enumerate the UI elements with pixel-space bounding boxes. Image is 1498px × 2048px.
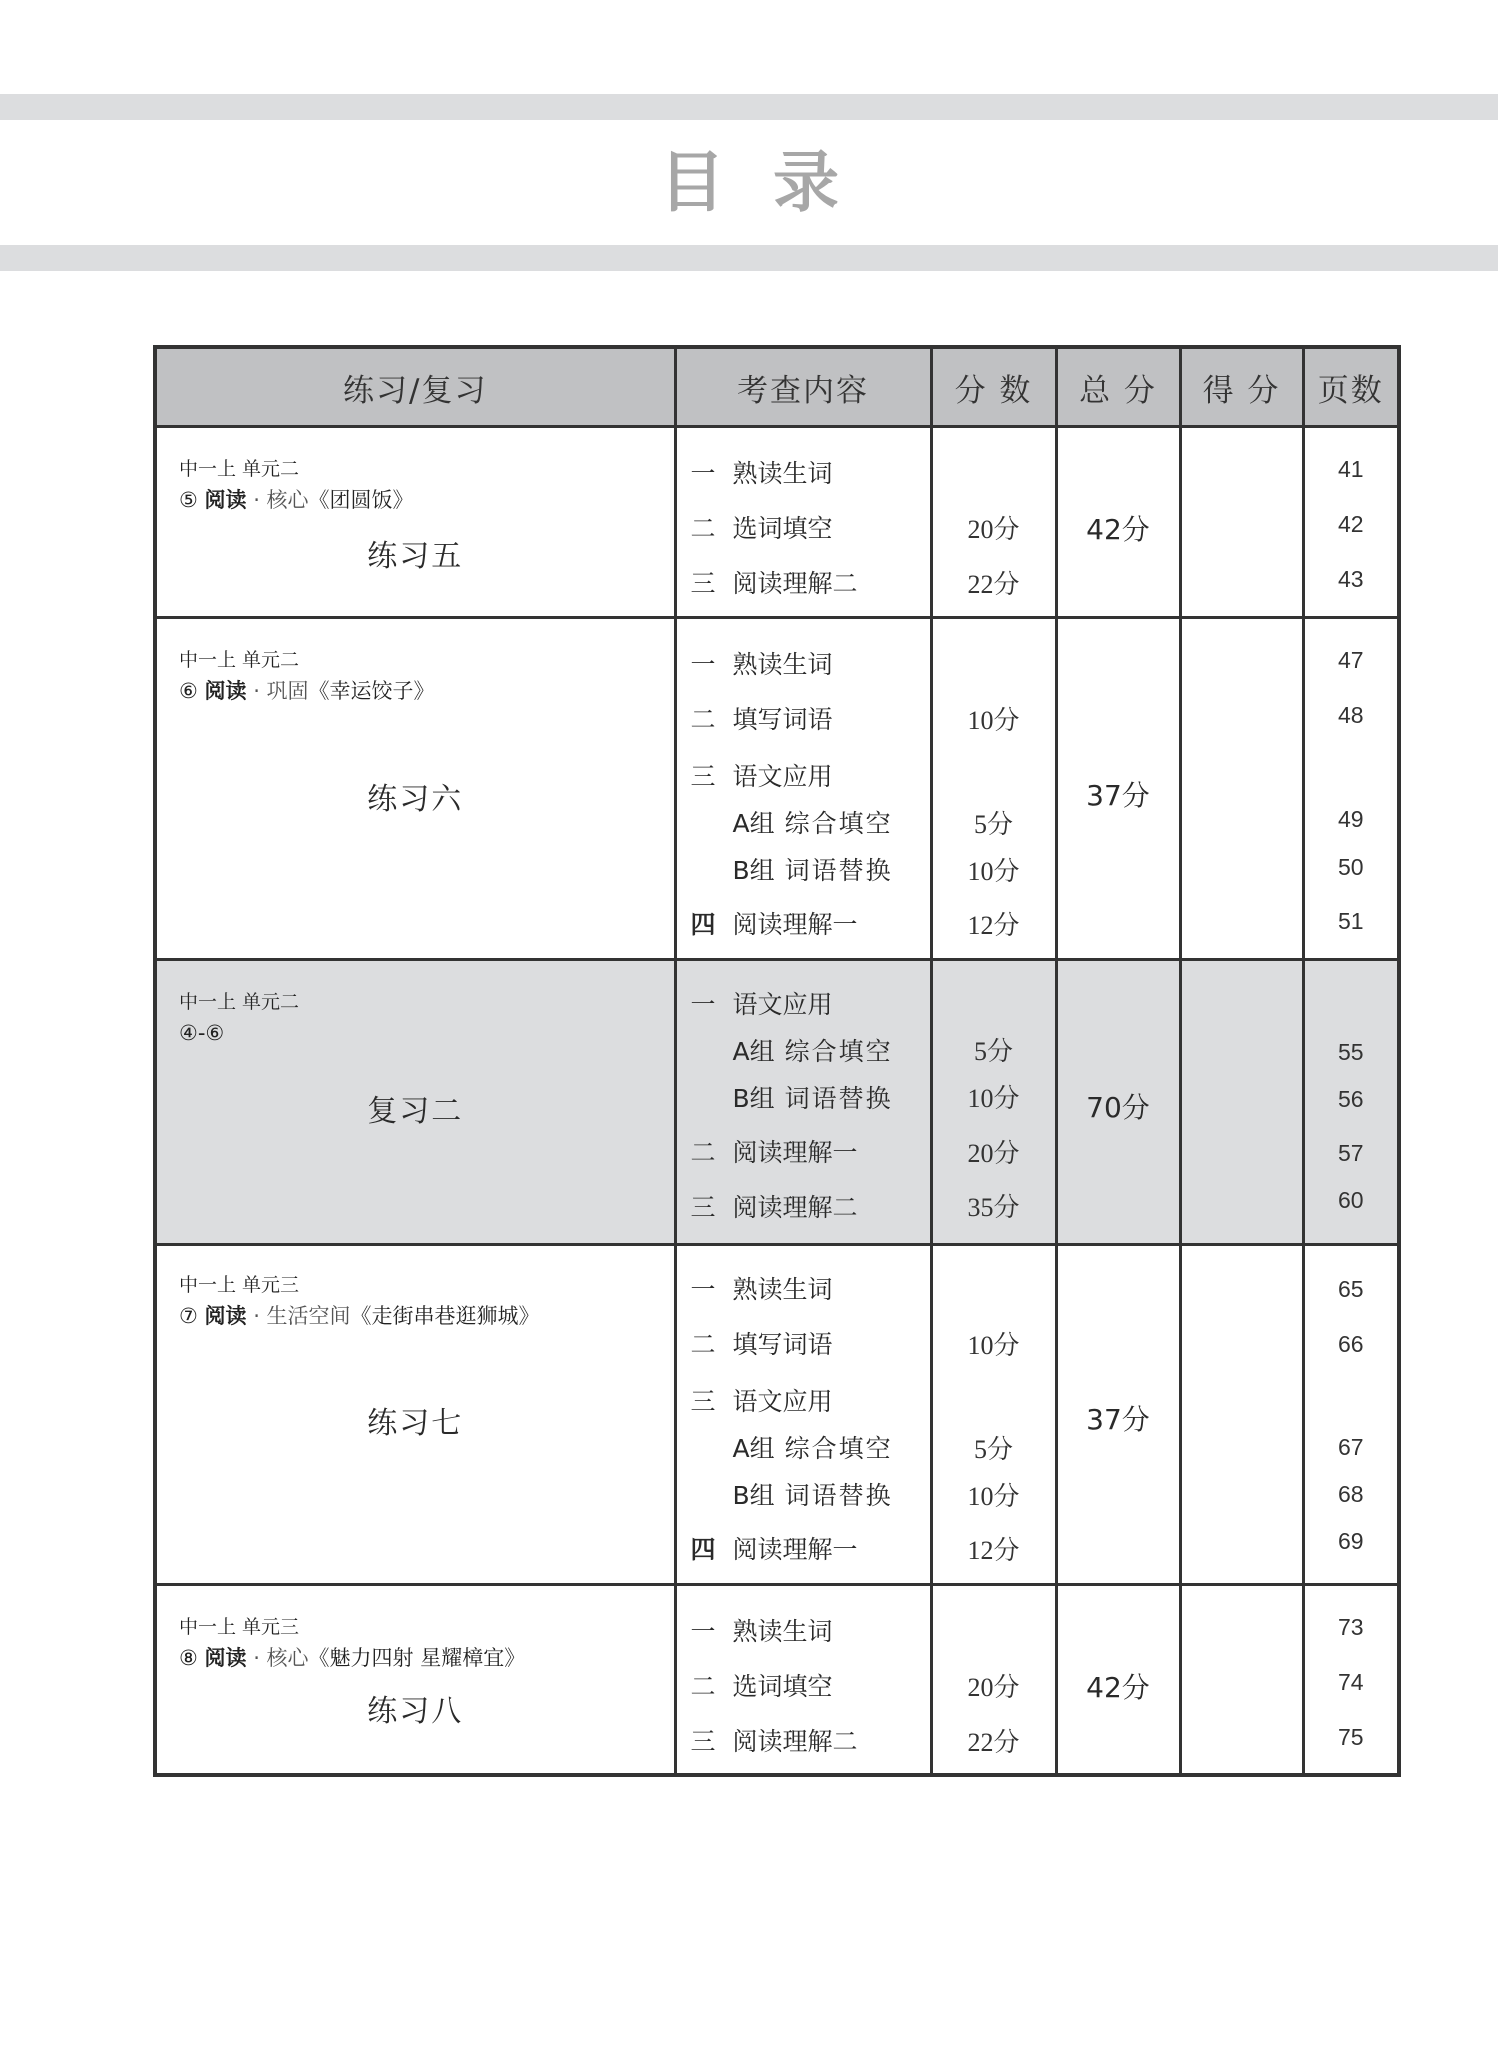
lesson-range: ④-⑥ bbox=[179, 1021, 225, 1045]
unit-label: 中一上 单元二 bbox=[179, 458, 300, 480]
page-number: 75 bbox=[1337, 1724, 1364, 1750]
score-value: 5分 bbox=[973, 1037, 1013, 1066]
header-exercise: 练习/复习 bbox=[155, 347, 675, 427]
item-number: 一 bbox=[690, 459, 716, 488]
score-cell bbox=[931, 1585, 1056, 1775]
group-label: B组 bbox=[732, 1084, 775, 1113]
earned-cell[interactable] bbox=[1180, 427, 1303, 618]
page-number: 60 bbox=[1337, 1187, 1364, 1213]
score-value: 22分 bbox=[967, 1728, 1020, 1757]
content-cell bbox=[675, 618, 931, 960]
content-item bbox=[691, 905, 858, 941]
page-number: 51 bbox=[1337, 908, 1364, 934]
score-value: 10分 bbox=[967, 1331, 1020, 1360]
page-cell bbox=[1303, 618, 1399, 960]
score-cell bbox=[931, 960, 1056, 1245]
lesson-label bbox=[179, 484, 414, 514]
lesson-text-title: 《魅力四射 星耀樟宜》 bbox=[308, 1646, 526, 1670]
page-cell bbox=[1303, 1245, 1399, 1585]
content-cell bbox=[675, 1245, 931, 1585]
exercise-cell bbox=[155, 427, 675, 618]
score-value: 5分 bbox=[973, 810, 1013, 839]
score-value: 12分 bbox=[967, 1536, 1020, 1565]
exercise-cell bbox=[155, 960, 675, 1245]
item-number: 三 bbox=[690, 1387, 716, 1416]
exercise-cell bbox=[155, 1245, 675, 1585]
item-label: 熟读生词 bbox=[732, 650, 833, 679]
page-number: 55 bbox=[1337, 1039, 1364, 1065]
page-number: 43 bbox=[1337, 566, 1364, 592]
item-label: 阅读理解一 bbox=[732, 1535, 858, 1564]
separator: · bbox=[246, 1646, 267, 1670]
table-row bbox=[155, 618, 1399, 960]
lesson-kind: 阅读 bbox=[204, 679, 247, 703]
table-row bbox=[155, 1585, 1399, 1775]
page-number: 68 bbox=[1337, 1481, 1364, 1507]
item-label: 词语替换 bbox=[784, 1481, 893, 1510]
item-number: 二 bbox=[690, 1138, 716, 1167]
item-label: 词语替换 bbox=[784, 1084, 893, 1113]
exercise-name: 练习五 bbox=[367, 539, 464, 574]
item-label: 选词填空 bbox=[732, 514, 833, 543]
content-item bbox=[691, 564, 858, 600]
lesson-category: 巩固 bbox=[266, 679, 309, 703]
lesson-label bbox=[179, 675, 435, 705]
earned-cell[interactable] bbox=[1180, 960, 1303, 1245]
total-cell bbox=[1056, 1245, 1180, 1585]
item-label: 熟读生词 bbox=[732, 1275, 833, 1304]
item-label: 语文应用 bbox=[732, 990, 833, 1019]
page-number: 50 bbox=[1337, 854, 1364, 880]
content-item bbox=[691, 509, 833, 545]
item-label: 词语替换 bbox=[784, 856, 893, 885]
lesson-index: ⑤ bbox=[179, 488, 198, 512]
item-label: 综合填空 bbox=[784, 809, 893, 838]
score-value: 12分 bbox=[967, 911, 1020, 940]
content-subitem bbox=[733, 1079, 893, 1115]
page-number: 41 bbox=[1337, 456, 1364, 482]
lesson-text-title: 《幸运饺子》 bbox=[308, 679, 435, 703]
page-number: 74 bbox=[1337, 1669, 1364, 1695]
item-label: 语文应用 bbox=[732, 762, 833, 791]
table-row bbox=[155, 960, 1399, 1245]
item-number: 三 bbox=[690, 569, 716, 598]
page-number: 47 bbox=[1337, 647, 1364, 673]
earned-cell[interactable] bbox=[1180, 1245, 1303, 1585]
item-label: 填写词语 bbox=[732, 1330, 833, 1359]
page-number: 67 bbox=[1337, 1434, 1364, 1460]
item-label: 阅读理解二 bbox=[732, 1193, 858, 1222]
lesson-kind: 阅读 bbox=[204, 488, 247, 512]
exercise-cell bbox=[155, 1585, 675, 1775]
header-earned: 得 分 bbox=[1180, 347, 1303, 427]
header-band-top bbox=[0, 94, 1498, 120]
separator: · bbox=[246, 488, 267, 512]
item-number: 一 bbox=[690, 1617, 716, 1646]
toc-table bbox=[153, 345, 1401, 1777]
item-number: 四 bbox=[690, 910, 716, 939]
header-total: 总 分 bbox=[1056, 347, 1180, 427]
score-cell bbox=[931, 1245, 1056, 1585]
content-subitem bbox=[733, 1032, 893, 1068]
total-value: 42分 bbox=[1086, 1671, 1150, 1704]
separator: · bbox=[246, 679, 267, 703]
item-number: 三 bbox=[690, 762, 716, 791]
lesson-category: 核心 bbox=[266, 488, 309, 512]
page-number: 48 bbox=[1337, 702, 1364, 728]
score-value: 20分 bbox=[967, 1139, 1020, 1168]
score-value: 10分 bbox=[967, 1084, 1020, 1113]
score-value: 22分 bbox=[967, 570, 1020, 599]
item-label: 熟读生词 bbox=[732, 459, 833, 488]
group-label: A组 bbox=[732, 1037, 775, 1066]
table-header-row bbox=[155, 347, 1399, 427]
page-number: 42 bbox=[1337, 511, 1364, 537]
total-value: 70分 bbox=[1086, 1091, 1150, 1124]
page-number: 57 bbox=[1337, 1140, 1364, 1166]
item-label: 阅读理解一 bbox=[732, 1138, 858, 1167]
item-number: 三 bbox=[690, 1193, 716, 1222]
content-cell bbox=[675, 1585, 931, 1775]
page-number: 49 bbox=[1337, 806, 1364, 832]
item-number: 一 bbox=[690, 990, 716, 1019]
item-label: 阅读理解二 bbox=[732, 1727, 858, 1756]
score-cell bbox=[931, 427, 1056, 618]
item-number: 一 bbox=[690, 650, 716, 679]
unit-label: 中一上 单元三 bbox=[179, 1274, 300, 1296]
total-value: 42分 bbox=[1086, 513, 1150, 546]
lesson-label bbox=[179, 1642, 525, 1672]
lesson-category: 核心 bbox=[266, 1646, 309, 1670]
group-label: B组 bbox=[732, 856, 775, 885]
group-label: A组 bbox=[732, 1434, 775, 1463]
lesson-text-title: 《团圆饭》 bbox=[308, 488, 414, 512]
content-subitem bbox=[733, 804, 893, 840]
page-number: 56 bbox=[1337, 1086, 1364, 1112]
item-label: 综合填空 bbox=[784, 1434, 893, 1463]
exercise-name: 复习二 bbox=[367, 1094, 464, 1129]
score-value: 35分 bbox=[967, 1193, 1020, 1222]
lesson-index: ⑥ bbox=[179, 679, 198, 703]
total-cell bbox=[1056, 1585, 1180, 1775]
item-number: 二 bbox=[690, 1330, 716, 1359]
lesson-index: ⑦ bbox=[179, 1304, 198, 1328]
item-label: 综合填空 bbox=[784, 1037, 893, 1066]
score-value: 20分 bbox=[967, 1673, 1020, 1702]
lesson-text-title: 《走街串巷逛狮城》 bbox=[350, 1304, 540, 1328]
header-content: 考查内容 bbox=[675, 347, 931, 427]
exercise-name: 练习八 bbox=[367, 1694, 464, 1729]
item-label: 选词填空 bbox=[732, 1672, 833, 1701]
item-label: 阅读理解一 bbox=[732, 910, 858, 939]
item-number: 二 bbox=[690, 514, 716, 543]
total-value: 37分 bbox=[1086, 779, 1150, 812]
score-value: 10分 bbox=[967, 706, 1020, 735]
table-row bbox=[155, 1245, 1399, 1585]
content-item bbox=[691, 1722, 858, 1758]
content-subitem bbox=[733, 851, 893, 887]
item-number: 四 bbox=[690, 1535, 716, 1564]
page-number: 73 bbox=[1337, 1614, 1364, 1640]
content-item bbox=[691, 1270, 833, 1306]
content-item bbox=[691, 1133, 858, 1169]
page-title: 目录 bbox=[659, 144, 887, 221]
header-score: 分 数 bbox=[931, 347, 1056, 427]
page-cell bbox=[1303, 960, 1399, 1245]
score-value: 10分 bbox=[967, 857, 1020, 886]
content-item bbox=[691, 1667, 833, 1703]
content-item bbox=[691, 1530, 858, 1566]
total-value: 37分 bbox=[1086, 1403, 1150, 1436]
score-value: 10分 bbox=[967, 1482, 1020, 1511]
lesson-label bbox=[179, 1300, 540, 1330]
separator: · bbox=[246, 1304, 267, 1328]
content-item bbox=[691, 1382, 833, 1418]
content-item bbox=[691, 1188, 858, 1224]
content-subitem bbox=[733, 1476, 893, 1512]
total-cell bbox=[1056, 618, 1180, 960]
item-label: 填写词语 bbox=[732, 705, 833, 734]
group-label: B组 bbox=[732, 1481, 775, 1510]
exercise-name: 练习六 bbox=[367, 782, 464, 817]
item-number: 三 bbox=[690, 1727, 716, 1756]
content-item bbox=[691, 1325, 833, 1361]
content-item bbox=[691, 1612, 833, 1648]
exercise-cell bbox=[155, 618, 675, 960]
lesson-index: ⑧ bbox=[179, 1646, 198, 1670]
score-value: 5分 bbox=[973, 1435, 1013, 1464]
item-number: 二 bbox=[690, 1672, 716, 1701]
total-cell bbox=[1056, 427, 1180, 618]
content-subitem bbox=[733, 1429, 893, 1465]
page-number: 65 bbox=[1337, 1276, 1364, 1302]
earned-cell[interactable] bbox=[1180, 1585, 1303, 1775]
score-value: 20分 bbox=[967, 515, 1020, 544]
item-label: 语文应用 bbox=[732, 1387, 833, 1416]
content-item bbox=[691, 757, 833, 793]
unit-label: 中一上 单元二 bbox=[179, 649, 300, 671]
page-cell bbox=[1303, 1585, 1399, 1775]
header-page: 页数 bbox=[1303, 347, 1399, 427]
item-number: 二 bbox=[690, 705, 716, 734]
content-item bbox=[691, 700, 833, 736]
content-cell bbox=[675, 960, 931, 1245]
earned-cell[interactable] bbox=[1180, 618, 1303, 960]
score-cell bbox=[931, 618, 1056, 960]
table-row bbox=[155, 427, 1399, 618]
total-cell bbox=[1056, 960, 1180, 1245]
lesson-category: 生活空间 bbox=[266, 1304, 351, 1328]
exercise-name: 练习七 bbox=[367, 1406, 464, 1441]
content-item bbox=[691, 454, 833, 490]
item-label: 熟读生词 bbox=[732, 1617, 833, 1646]
content-cell bbox=[675, 427, 931, 618]
page-number: 66 bbox=[1337, 1331, 1364, 1357]
content-item bbox=[691, 985, 833, 1021]
item-label: 阅读理解二 bbox=[732, 569, 858, 598]
page-number: 69 bbox=[1337, 1528, 1364, 1554]
group-label: A组 bbox=[732, 809, 775, 838]
item-number: 一 bbox=[690, 1275, 716, 1304]
lesson-kind: 阅读 bbox=[204, 1304, 247, 1328]
unit-label: 中一上 单元三 bbox=[179, 1616, 300, 1638]
header-band-bottom bbox=[0, 245, 1498, 271]
unit-label: 中一上 单元二 bbox=[179, 991, 300, 1013]
content-item bbox=[691, 645, 833, 681]
page-cell bbox=[1303, 427, 1399, 618]
lesson-kind: 阅读 bbox=[204, 1646, 247, 1670]
